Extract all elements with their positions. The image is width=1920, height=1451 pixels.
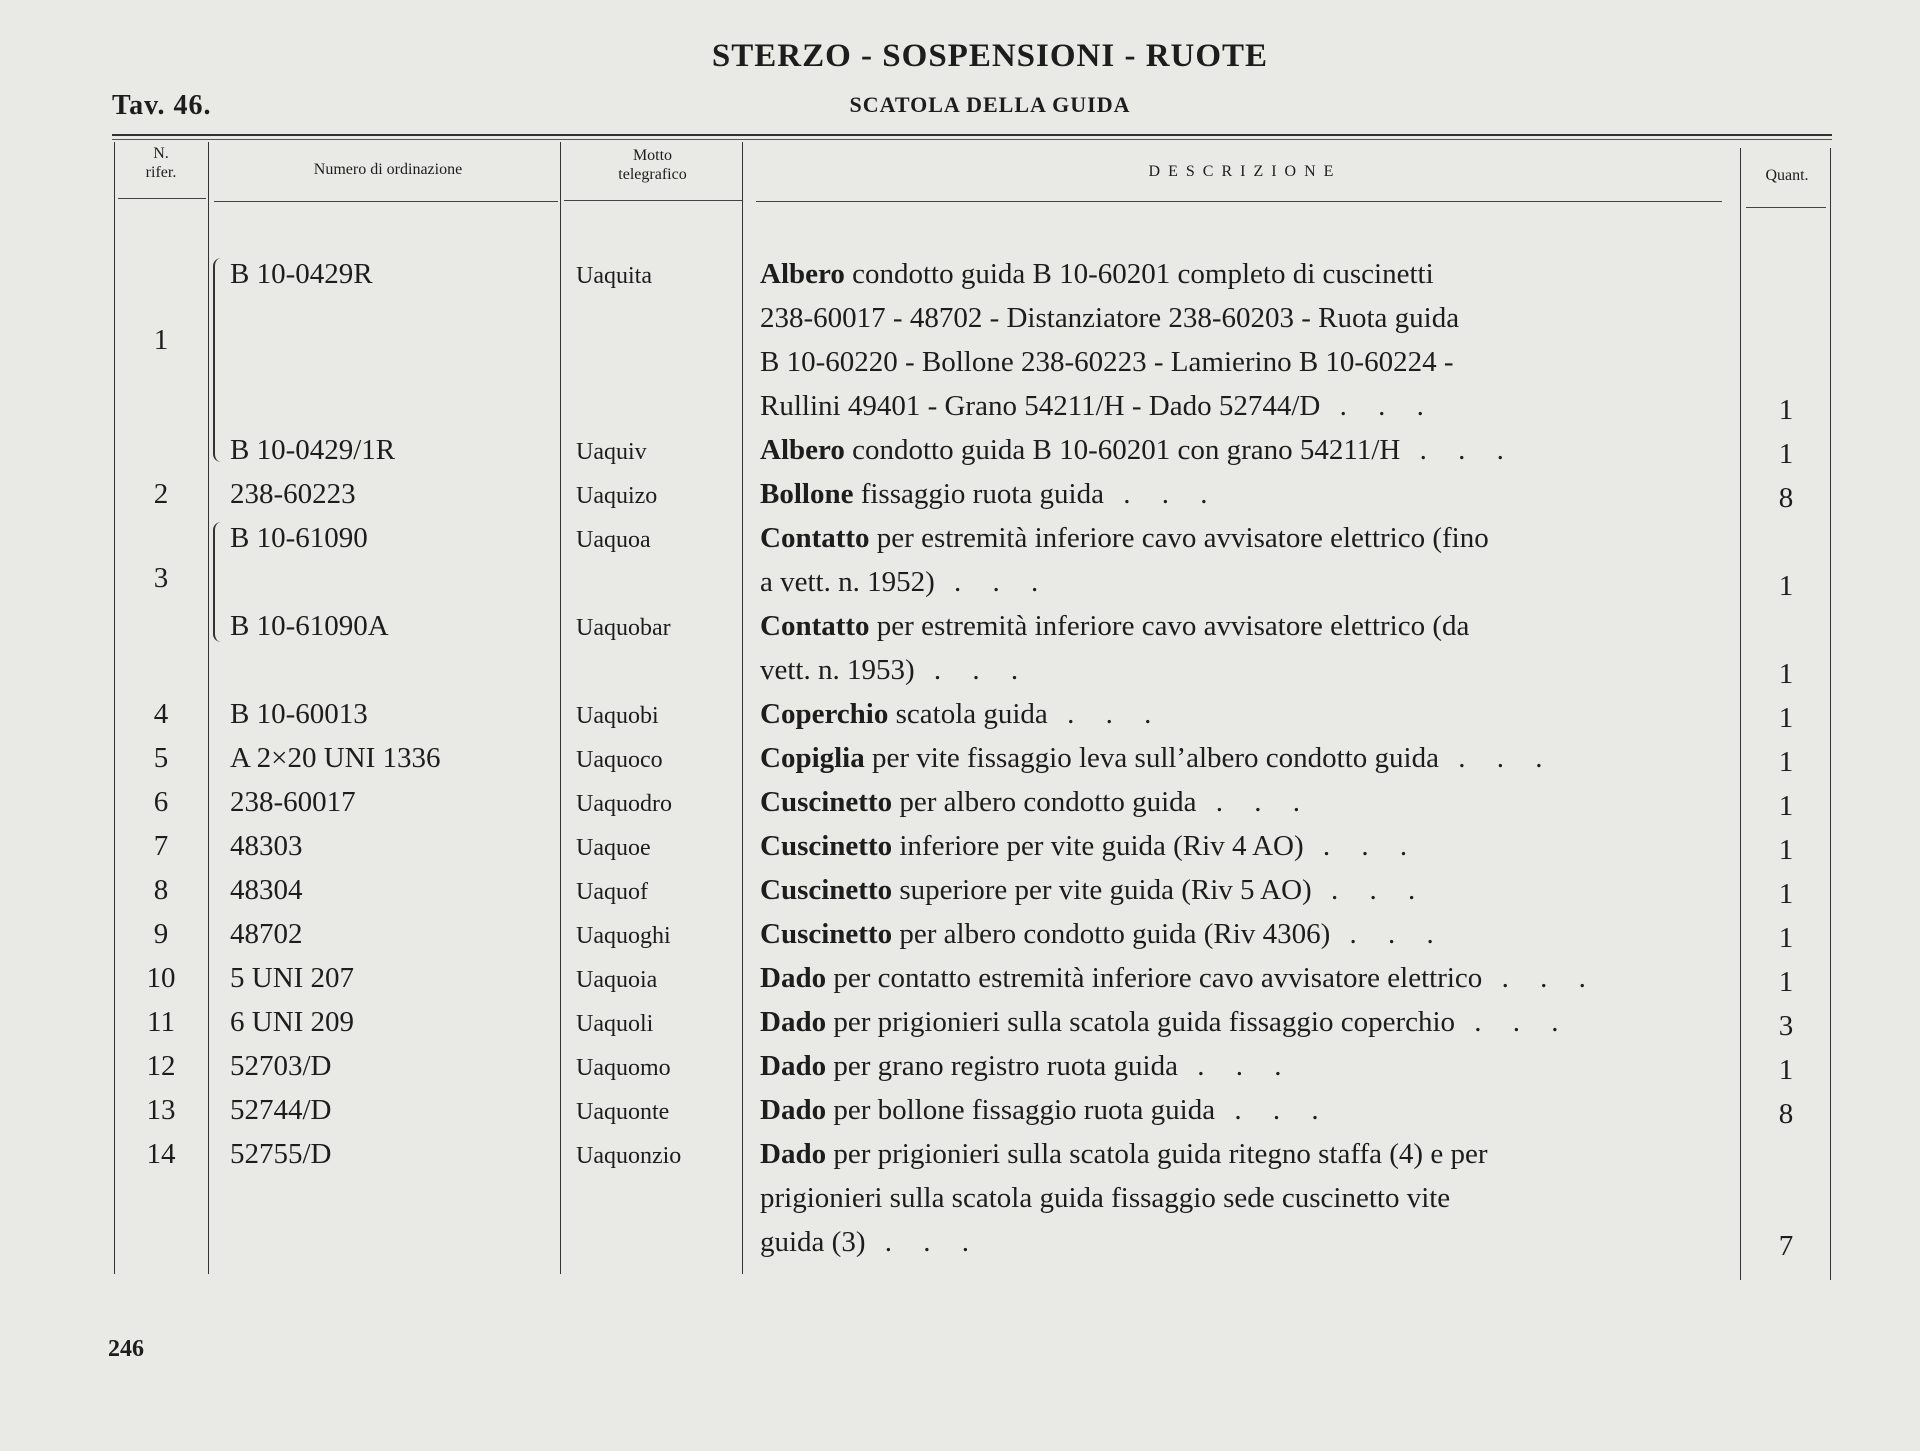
leader-dots: . . . [865,1226,981,1258]
description-line [760,1088,1715,1132]
description-text: Rullini 49401 - Grano 54211/H - Dado 52744/D [760,390,1321,422]
column-header-quantity: Quant. [1765,167,1809,184]
description-line [760,692,1715,736]
reference-number: 11 [147,1006,175,1038]
description-text: per estremità inferiore cavo avvisatore elettrico (da [876,610,1470,642]
telegraphic-code: Uaquobar [576,615,671,641]
order-number: 48303 [230,830,303,862]
description-text: per prigionieri sulla scatola guida fissaggio coperchio [833,1006,1456,1038]
header-underline [1746,207,1826,208]
description-line [760,824,1715,868]
leader-dots: . . . [1311,874,1428,906]
quantity: 1 [1778,746,1794,778]
description-text: per albero condotto guida [899,786,1197,818]
leader-dots: . . . [1303,830,1420,862]
description-line [760,1176,1715,1220]
description-line [760,1220,1715,1264]
group-brace [213,522,225,642]
column-header-motto [565,146,740,184]
leader-dots: . . . [914,654,1031,686]
order-number: 52744/D [230,1094,332,1126]
top-rule [112,134,1832,136]
description-text: per estremità inferiore cavo avvisatore elettrico (fino [876,522,1489,554]
description-keyword: Bollone [760,478,854,510]
column-rule [1740,148,1741,1280]
header-underline [214,201,558,202]
telegraphic-code: Uaquobi [576,703,659,729]
group-brace [213,258,225,462]
description-line [760,780,1715,824]
description-keyword: Copiglia [760,742,865,774]
quantity: 1 [1778,878,1794,910]
reference-number: 3 [153,561,169,594]
description-line [760,1000,1715,1044]
quantity: 1 [1778,922,1794,954]
reference-number: 12 [146,1050,176,1082]
description-keyword: Dado [760,1094,827,1126]
leader-dots: . . . [1482,962,1598,994]
page-title: STERZO - SOSPENSIONI - RUOTE [711,38,1269,74]
description-keyword: Coperchio [760,698,889,730]
page-subtitle: SCATOLA DELLA GUIDA [849,92,1131,117]
header-underline [564,200,742,201]
order-number: B 10-60013 [230,698,368,730]
description-line [760,1132,1715,1176]
column-header-ref-line1: N. [153,145,169,162]
telegraphic-code: Uaquiv [576,439,647,465]
description-text: a vett. n. 1952) [760,566,935,598]
reference-number: 5 [153,742,169,774]
column-header-motto-line1: Motto [632,147,673,164]
column-header-motto-line2: telegrafico [618,166,687,183]
description-text: per bollone fissaggio ruota guida [833,1094,1216,1126]
reference-number: 14 [146,1138,176,1170]
description-text: per prigionieri sulla scatola guida ritegno staffa (4) e per [833,1138,1488,1170]
reference-number: 7 [153,830,169,862]
description-text: per albero condotto guida (Riv 4306) [899,918,1331,950]
reference-number: 4 [153,698,169,730]
description-text: inferiore per vite guida (Riv 4 AO) [899,830,1304,862]
quantity: 1 [1778,966,1794,998]
description-keyword: Cuscinetto [760,918,893,950]
description-text: scatola guida [895,698,1048,730]
order-number: A 2×20 UNI 1336 [230,742,441,774]
telegraphic-code: Uaquomo [576,1055,671,1081]
description-line [760,340,1715,384]
description-text: fissaggio ruota guida [860,478,1104,510]
quantity: 1 [1778,702,1794,734]
description-keyword: Albero [760,434,845,466]
order-number: 5 UNI 207 [230,962,355,994]
header-underline [118,198,206,199]
quantity: 8 [1778,1098,1794,1130]
leader-dots: . . . [1330,918,1446,950]
quantity: 1 [1778,658,1794,690]
description-line [760,1044,1715,1088]
description-text: condotto guida B 10-60201 con grano 54211/H [852,434,1401,466]
telegraphic-code: Uaquof [576,879,648,905]
reference-number: 13 [146,1094,176,1126]
leader-dots: . . . [1196,786,1313,818]
leader-dots: . . . [1178,1050,1294,1082]
telegraphic-code: Uaquonzio [576,1143,682,1169]
telegraphic-code: Uaquoghi [576,923,671,949]
description-keyword: Dado [760,1138,827,1170]
description-keyword: Cuscinetto [760,830,893,862]
telegraphic-code: Uaquoe [576,835,651,861]
table-number: Tav. 46. [112,90,212,121]
description-text: guida (3) [760,1226,866,1258]
description-text: per vite fissaggio leva sull’albero condotto guida [872,742,1439,774]
description-text: per contatto estremità inferiore cavo avvisatore elettrico [833,962,1483,994]
description-line [760,516,1715,560]
quantity: 8 [1778,482,1794,514]
description-line [760,428,1715,472]
description-text: 238-60017 - 48702 - Distanziatore 238-60203 - Ruota guida [760,302,1460,334]
column-header-description: DESCRIZIONE [1148,163,1342,180]
order-number: B 10-61090A [230,610,389,642]
quantity: 1 [1778,834,1794,866]
description-keyword: Dado [760,962,827,994]
header-underline [756,201,1722,202]
telegraphic-code: Uaquizo [576,483,658,509]
leader-dots: . . . [1320,390,1436,422]
quantity: 3 [1778,1010,1794,1042]
quantity: 1 [1778,570,1794,602]
telegraphic-code: Uaquodro [576,791,672,817]
description-line [760,384,1715,428]
telegraphic-code: Uaquonte [576,1099,670,1125]
description-line [760,604,1715,648]
order-number: 238-60223 [230,478,356,510]
leader-dots: . . . [1455,1006,1571,1038]
column-header-ref [116,144,206,182]
description-keyword: Cuscinetto [760,786,893,818]
leader-dots: . . . [934,566,1051,598]
description-keyword: Contatto [760,610,870,642]
telegraphic-code: Uaquoco [576,747,663,773]
description-line [760,868,1715,912]
column-rule [742,142,743,1274]
description-keyword: Dado [760,1050,827,1082]
telegraphic-code: Uaquoia [576,967,658,993]
description-line [760,736,1715,780]
reference-number: 10 [146,962,176,994]
quantity: 1 [1778,1054,1794,1086]
column-header-number: Numero di ordinazione [313,161,463,178]
description-line [760,648,1715,692]
column-rule [208,142,209,1274]
order-number: 52755/D [230,1138,332,1170]
telegraphic-code: Uaquoa [576,527,651,553]
description-text: condotto guida B 10-60201 completo di cuscinetti [852,258,1434,290]
description-text: per grano registro ruota guida [833,1050,1178,1082]
column-header-ref-line2: rifer. [145,164,177,181]
description-text: vett. n. 1953) [760,654,915,686]
quantity: 1 [1778,438,1794,470]
column-rule [1830,148,1831,1280]
reference-number: 8 [153,874,169,906]
quantity: 7 [1778,1230,1794,1262]
leader-dots: . . . [1047,698,1164,730]
column-rule [114,142,115,1274]
leader-dots: . . . [1438,742,1555,774]
quantity: 1 [1778,394,1794,426]
description-keyword: Cuscinetto [760,874,893,906]
order-number: 238-60017 [230,786,356,818]
order-number: 48304 [230,874,303,906]
description-text: B 10-60220 - Bollone 238-60223 - Lamierino B 10-60224 - [760,346,1454,378]
description-keyword: Contatto [760,522,870,554]
page-number: 246 [108,1336,144,1362]
reference-number: 2 [153,478,169,510]
description-line [760,956,1715,1000]
quantity: 1 [1778,790,1794,822]
reference-number: 1 [153,324,169,356]
column-rule [560,142,561,1274]
description-keyword: Albero [760,258,845,290]
top-rule-thin [112,139,1832,140]
order-number: B 10-0429R [230,258,373,290]
telegraphic-code: Uaquita [576,263,652,289]
order-number: B 10-61090 [230,522,368,554]
description-line [760,912,1715,956]
leader-dots: . . . [1103,478,1220,510]
description-text: superiore per vite guida (Riv 5 AO) [899,874,1312,906]
telegraphic-code: Uaquoli [576,1011,654,1037]
description-line [760,560,1715,604]
order-number: 48702 [230,918,303,950]
reference-number: 9 [153,918,169,950]
leader-dots: . . . [1400,434,1516,466]
description-text: prigionieri sulla scatola guida fissaggio sede cuscinetto vite [760,1182,1451,1214]
description-keyword: Dado [760,1006,827,1038]
description-line [760,296,1715,340]
description-line [760,252,1715,296]
description-line [760,472,1715,516]
leader-dots: . . . [1215,1094,1331,1126]
order-number: 6 UNI 209 [230,1006,355,1038]
order-number: 52703/D [230,1050,332,1082]
order-number: B 10-0429/1R [230,434,396,466]
reference-number: 6 [153,786,169,818]
